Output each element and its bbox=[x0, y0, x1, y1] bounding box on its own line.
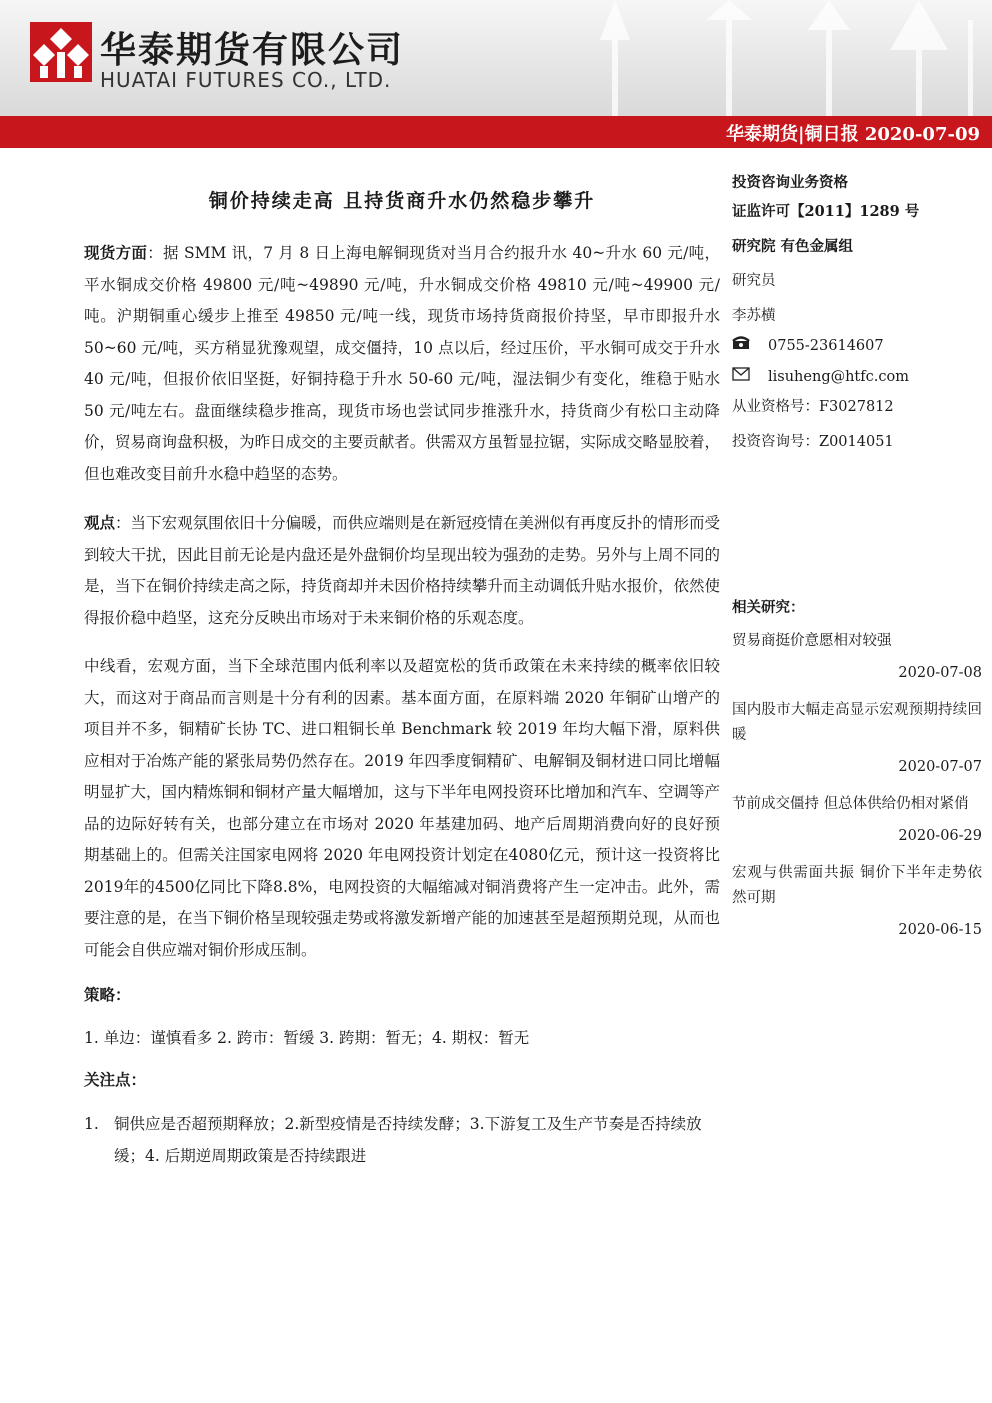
related-item-date: 2020-07-07 bbox=[898, 759, 982, 775]
qualification-title: 投资咨询业务资格 bbox=[732, 174, 848, 191]
related-item[interactable] bbox=[732, 629, 982, 686]
focus-item bbox=[84, 1108, 720, 1172]
view-paragraph bbox=[84, 507, 720, 634]
report-title: 铜价持续走高 且持货商升水仍然稳步攀升 bbox=[208, 190, 596, 212]
spot-label: 现货方面 bbox=[84, 243, 148, 262]
sidebar bbox=[732, 168, 982, 955]
email-row bbox=[732, 362, 982, 393]
focus-heading: 关注点： bbox=[84, 1070, 147, 1089]
related-item-date: 2020-07-08 bbox=[898, 665, 982, 681]
header-decoration bbox=[560, 0, 992, 118]
company-logo bbox=[30, 22, 92, 82]
related-item[interactable] bbox=[732, 861, 982, 943]
certificate-number: 从业资格号：F3027812 bbox=[732, 399, 894, 415]
phone-number: 0755-23614607 bbox=[768, 338, 884, 354]
related-item-title[interactable]: 国内股市大幅走高显示宏观预期持续回暖 bbox=[732, 702, 982, 743]
banner-text: 华泰期货|铜日报 2020-07-09 bbox=[726, 124, 980, 145]
report-header bbox=[0, 0, 992, 118]
license-number: 证监许可【2011】1289 号 bbox=[732, 203, 920, 220]
company-name-en: HUATAI FUTURES CO., LTD. bbox=[100, 68, 392, 92]
institute-name: 研究院 有色金属组 bbox=[732, 238, 854, 255]
midterm-paragraph: 中线看，宏观方面，当下全球范围内低利率以及超宽松的货币政策在未来持续的概率依旧较大，而这对于商品而言则是十分有利的因素。基本面方面，在原料端 2020 年铜矿山增产的项目并不多，铜精矿长协 TC、进口粗铜长单 Benchmark 较 2019 年均大幅下滑，原料供应相对于冶炼产能的紧张局势仍然存在。2019 年四季度铜精矿、电解铜及铜材进口同比增幅明显扩大，国内精炼铜和铜材产量大幅增加，这与下半年电网投资环比增加和汽车、空调等产品的边际好转有关，也部分建立在市场对 2020 年基建加码、地产后周期消费向好的良好预期基础上的。但需关注国家电网将 2020 年电网投资计划定在4080亿元，预计这一投资将比2019年的4500亿同比下降8.8%，电网投资的大幅缩减对铜消费将产生一定冲击。此外，需要注意的是，在当下铜价格呈现较强走势或将激发新增产能的加速甚至是超预期兑现，从而也可能会自供应端对铜价形成压制。 bbox=[84, 657, 720, 959]
strategy-text: 1. 单边：谨慎看多 2. 跨市：暂缓 3. 跨期：暂无；4. 期权：暂无 bbox=[84, 1029, 530, 1047]
related-item-title[interactable]: 宏观与供需面共振 铜价下半年走势依然可期 bbox=[732, 865, 982, 906]
company-name-cn: 华泰期货有限公司 bbox=[100, 30, 405, 71]
related-item-title[interactable]: 贸易商挺价意愿相对较强 bbox=[732, 633, 892, 649]
related-item[interactable] bbox=[732, 698, 982, 780]
report-banner bbox=[0, 116, 992, 148]
related-research-heading: 相关研究： bbox=[732, 599, 805, 616]
focus-text: 铜供应是否超预期释放；2.新型疫情是否持续发酵；3.下游复工及生产节奏是否持续放缓；4. 后期逆周期政策是否持续跟进 bbox=[114, 1115, 702, 1165]
envelope-icon bbox=[732, 362, 768, 393]
spot-paragraph bbox=[84, 237, 720, 490]
related-item-date: 2020-06-15 bbox=[898, 922, 982, 938]
analyst-name: 李苏横 bbox=[732, 308, 776, 324]
phone-icon bbox=[732, 331, 768, 362]
focus-number: 1. bbox=[84, 1115, 99, 1133]
analyst-role: 研究员 bbox=[732, 273, 776, 289]
related-item-title[interactable]: 节前成交僵持 但总体供给仍相对紧俏 bbox=[732, 796, 969, 812]
view-text: ：当下宏观氛围依旧十分偏暖，而供应端则是在新冠疫情在美洲似有再度反扑的情形而受到较大干扰，因此目前无论是内盘还是外盘铜价均呈现出较为强劲的走势。另外与上周不同的是，当下在铜价持续走高之际，持货商却并未因价格持续攀升而主动调低升贴水报价，依然使得报价稳中趋坚，这充分反映出市场对于未来铜价格的乐观态度。 bbox=[84, 514, 720, 627]
main-content bbox=[84, 180, 720, 1172]
consult-number: 投资咨询号：Z0014051 bbox=[732, 434, 894, 450]
spot-text: ：据 SMM 讯，7 月 8 日上海电解铜现货对当月合约报升水 40~升水 60 元/吨，平水铜成交价格 49800 元/吨~49890 元/吨，升水铜成交价格 49810 元/吨~49900 元/吨。沪期铜重心缓步上推至 49850 元/吨一线，现货市场持货商报价持坚，早市即报升水 50~60 元/吨，买方稍显犹豫观望，成交僵持，10 点以后，经过压价，平水铜可成交于升水 40 元/吨，但报价依旧坚挺，好铜持稳于升水 50-60 元/吨，湿法铜少有变化，维稳于贴水 50 元/吨左右。盘面继续稳步推高，现货市场也尝试同步推涨升水，持货商少有松口主动降价，贸易商询盘积极，为昨日成交的主要贡献者。供需双方虽暂显拉锯，实际成交略显胶着，但也难改变目前升水稳中趋坚的态势。 bbox=[84, 244, 720, 483]
phone-row bbox=[732, 331, 982, 362]
related-item-date: 2020-06-29 bbox=[898, 828, 982, 844]
related-item[interactable] bbox=[732, 792, 982, 849]
email-address[interactable]: lisuheng@htfc.com bbox=[768, 369, 909, 385]
strategy-heading: 策略： bbox=[84, 985, 131, 1004]
view-label: 观点 bbox=[84, 513, 116, 532]
